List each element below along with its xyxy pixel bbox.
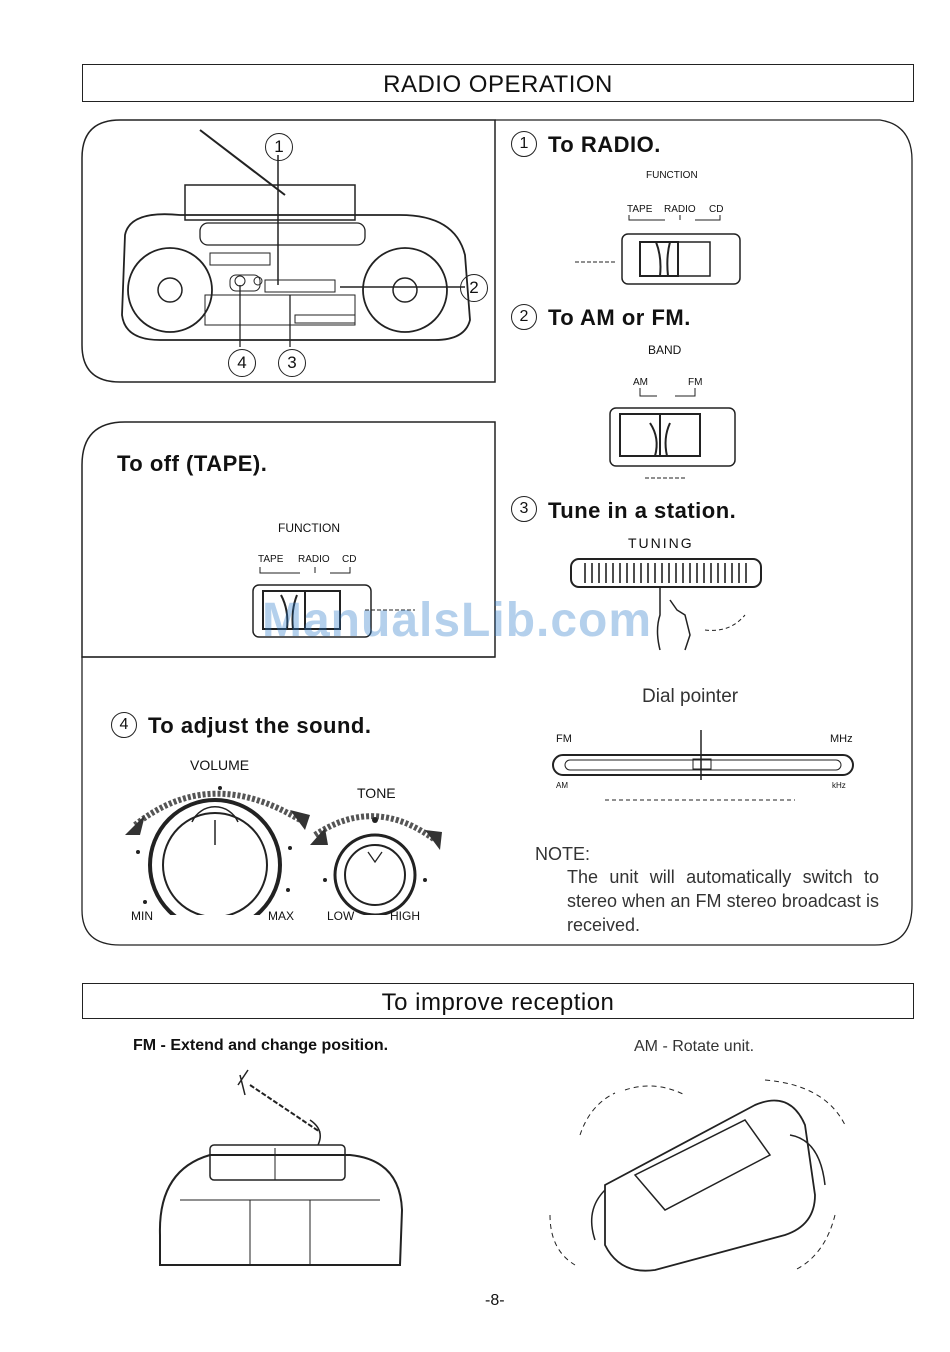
band-label: BAND	[648, 343, 682, 357]
dial-scale-icon	[545, 725, 865, 815]
dial-fm-label: FM	[556, 733, 572, 745]
tuning-label: TUNING	[628, 535, 694, 551]
opt-am: AM	[633, 377, 648, 388]
function-label-off: FUNCTION	[278, 521, 340, 535]
function-label-radio: FUNCTION	[646, 170, 698, 181]
opt-tape-radio: TAPE	[627, 204, 653, 215]
band-switch-icon	[605, 388, 745, 488]
fm-caption: FM - Extend and change position.	[133, 1037, 389, 1054]
opt-radio-radio: RADIO	[664, 204, 696, 215]
function-switch-radio-icon	[570, 212, 750, 292]
note-label: NOTE:	[535, 844, 591, 864]
dial-khz-label: kHz	[832, 781, 846, 790]
page-title: RADIO OPERATION	[383, 71, 613, 98]
callout-3: 3	[278, 349, 306, 377]
callout-2: 2	[460, 274, 488, 302]
dial-mhz-label: MHz	[830, 733, 853, 745]
tone-label: TONE	[357, 785, 396, 801]
high-label: HIGH	[390, 909, 420, 923]
volume-label: VOLUME	[190, 757, 250, 773]
callout-1: 1	[265, 133, 293, 161]
step3-number: 3	[511, 496, 537, 522]
boombox-front-illustration	[100, 125, 495, 380]
reception-banner	[82, 983, 914, 1019]
to-off-title: To off (TAPE).	[117, 451, 268, 476]
reception-title: To improve reception	[381, 989, 615, 1016]
dial-pointer-title: Dial pointer	[642, 686, 739, 707]
page-number: -8-	[485, 1292, 505, 1309]
boombox-fm-illustration	[150, 1060, 410, 1275]
callout-4: 4	[228, 349, 256, 377]
dial-am-label: AM	[556, 781, 568, 790]
step4-number: 4	[111, 712, 137, 738]
min-label: MIN	[131, 909, 153, 923]
step2-number: 2	[511, 304, 537, 330]
step1-number: 1	[511, 131, 537, 157]
opt-cd-off: CD	[342, 554, 357, 565]
opt-cd-radio: CD	[709, 204, 724, 215]
boombox-am-illustration	[545, 1065, 865, 1280]
opt-radio-off: RADIO	[298, 554, 330, 565]
opt-tape-off: TAPE	[258, 554, 284, 565]
note-text: The unit will automatically switch to stereo when an FM stereo broadcast is received.	[567, 867, 879, 935]
step2-title: To AM or FM.	[548, 305, 691, 330]
opt-fm: FM	[688, 377, 703, 388]
max-label: MAX	[268, 909, 295, 923]
step4-title: To adjust the sound.	[148, 713, 372, 738]
volume-tone-knobs-icon	[110, 770, 460, 915]
am-caption: AM - Rotate unit.	[634, 1038, 755, 1055]
low-label: LOW	[327, 909, 355, 923]
watermark: ManualsLib.com	[262, 594, 653, 647]
step3-title: Tune in a station.	[548, 498, 737, 523]
step1-title: To RADIO.	[548, 132, 661, 157]
